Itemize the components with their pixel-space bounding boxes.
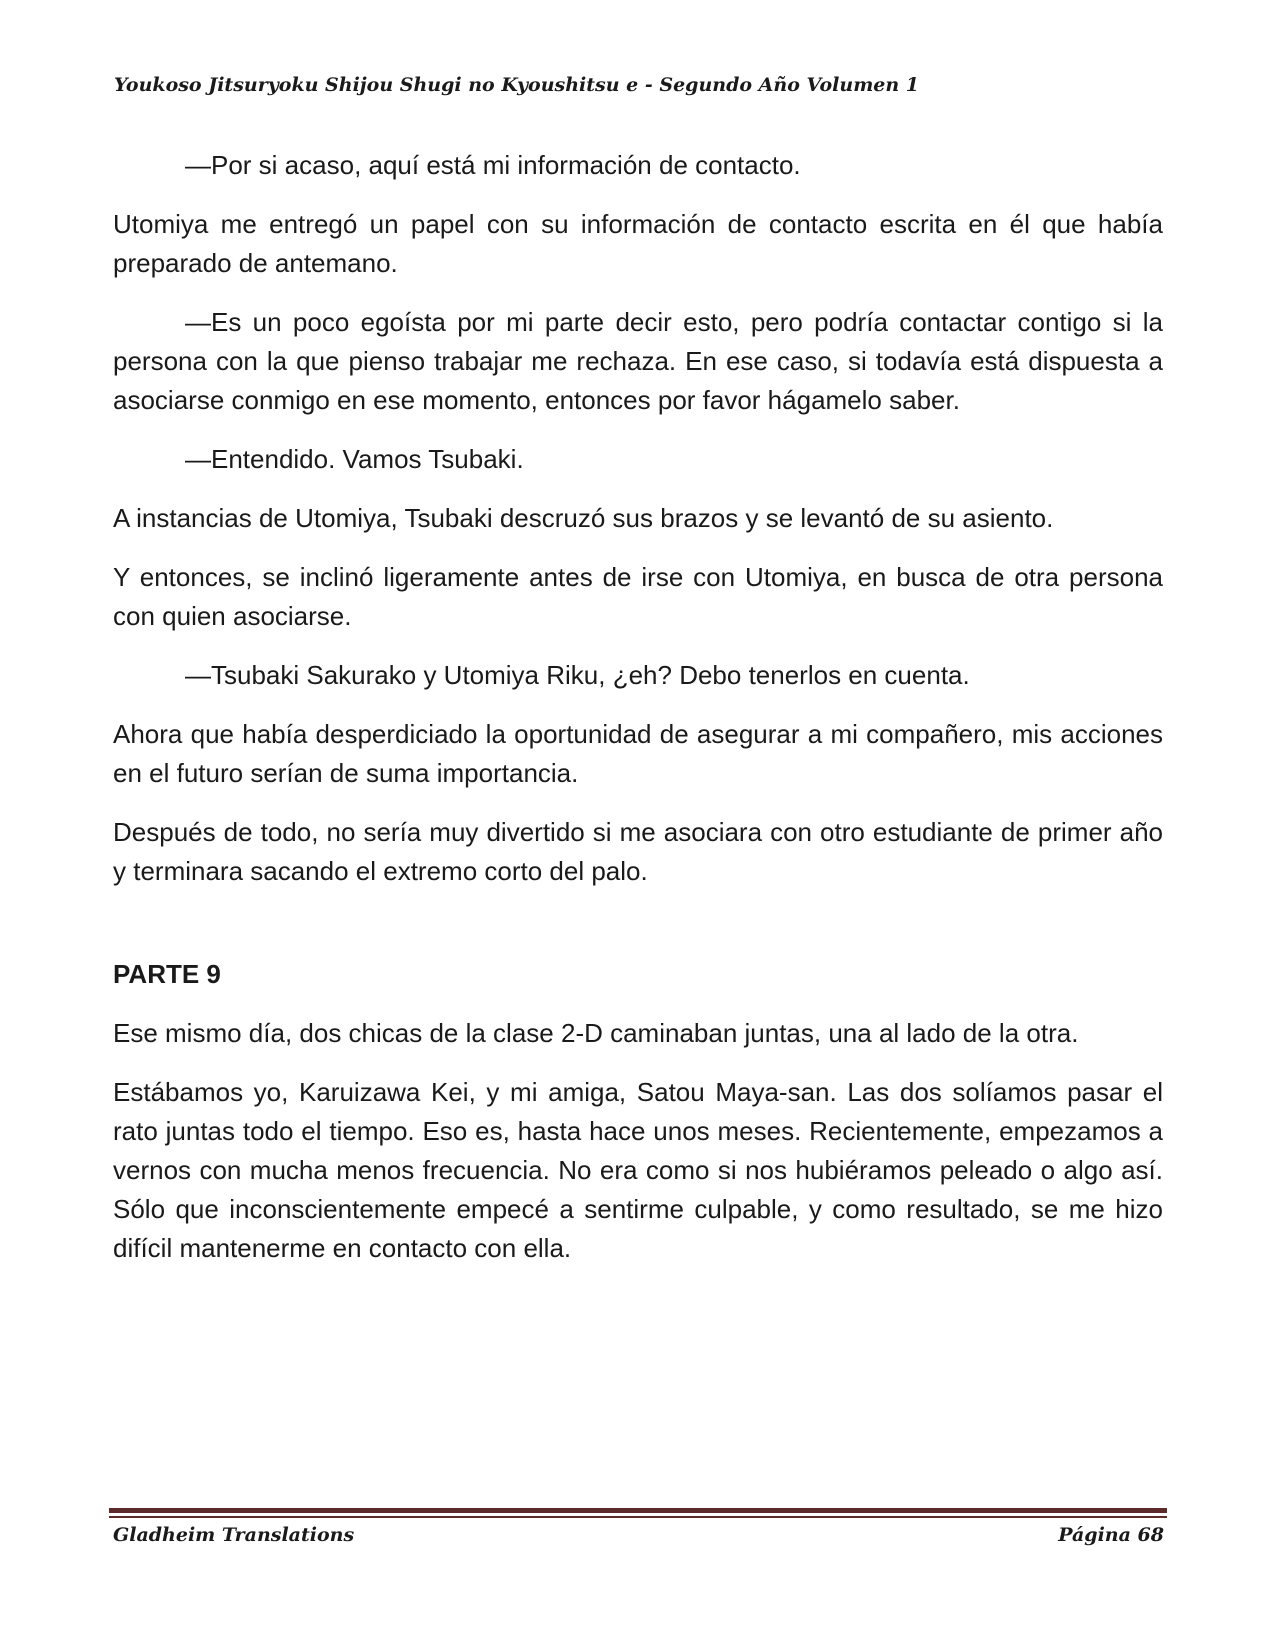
paragraph-2: Utomiya me entregó un papel con su información de contacto escrita en él que había preparado de antemano. bbox=[113, 209, 1163, 278]
paragraph-3: —Es un poco egoísta por mi parte decir esto, pero podría contactar contigo si la persona con la que pienso trabajar me rechaza. En ese caso, si todavía está dispuesta a asociarse conmigo en ese momento, entonces por favor hágamelo saber. bbox=[113, 307, 1163, 415]
page-content bbox=[113, 146, 1163, 1268]
page-number: Página 68 bbox=[1058, 1524, 1164, 1546]
paragraph-4: —Entendido. Vamos Tsubaki. bbox=[185, 444, 524, 474]
paragraph-9: Después de todo, no sería muy divertido si me asociara con otro estudiante de primer año y terminara sacando el extremo corto del palo. bbox=[113, 817, 1163, 886]
footer-rule-thick bbox=[109, 1508, 1167, 1513]
paragraph-11: Estábamos yo, Karuizawa Kei, y mi amiga, Satou Maya-san. Las dos solíamos pasar el rato juntas todo el tiempo. Eso es, hasta hace unos meses. Recientemente, empezamos a vernos con mucha menos frecuencia. No era como si nos hubiéramos peleado o algo así. Sólo que inconscientemente empecé a sentirme culpable, y como resultado, se me hizo difícil mantenerme en contacto con ella. bbox=[113, 1077, 1163, 1263]
header-title: Youkoso Jitsuryoku Shijou Shugi no Kyoushitsu e - Segundo Año Volumen 1 bbox=[114, 74, 920, 96]
section-gap bbox=[113, 891, 1163, 955]
paragraph-10: Ese mismo día, dos chicas de la clase 2-D caminaban juntas, una al lado de la otra. bbox=[113, 1018, 1079, 1048]
paragraph-1: —Por si acaso, aquí está mi información de contacto. bbox=[185, 150, 801, 180]
paragraph-5: A instancias de Utomiya, Tsubaki descruzó sus brazos y se levantó de su asiento. bbox=[113, 503, 1054, 533]
footer-rule-thin bbox=[109, 1516, 1167, 1518]
paragraph-6: Y entonces, se inclinó ligeramente antes de irse con Utomiya, en busca de otra persona con quien asociarse. bbox=[113, 562, 1163, 631]
paragraph-8: Ahora que había desperdiciado la oportunidad de asegurar a mi compañero, mis acciones en el futuro serían de suma importancia. bbox=[113, 719, 1163, 788]
section-title: PARTE 9 bbox=[113, 959, 221, 989]
footer-credit: Gladheim Translations bbox=[113, 1524, 355, 1546]
paragraph-7: —Tsubaki Sakurako y Utomiya Riku, ¿eh? Debo tenerlos en cuenta. bbox=[185, 660, 970, 690]
